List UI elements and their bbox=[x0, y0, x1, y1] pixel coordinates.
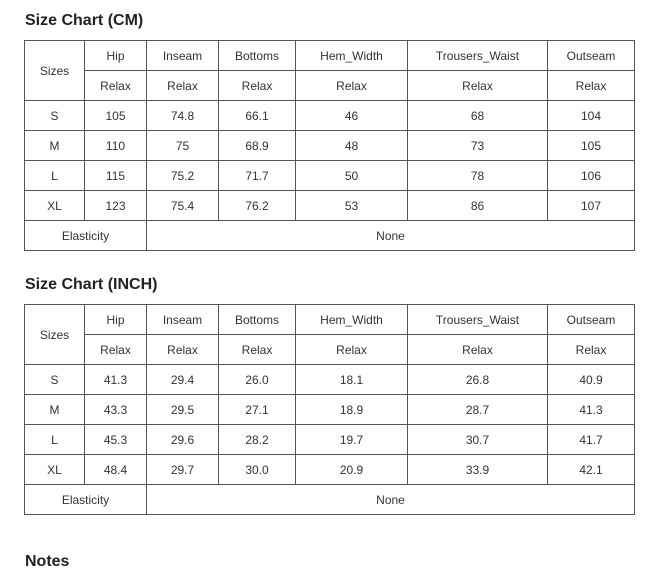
column-header-trousers-waist: Trousers_Waist bbox=[408, 41, 548, 71]
table-cell: 76.2 bbox=[219, 191, 296, 221]
table-cell: 68 bbox=[408, 101, 548, 131]
table-cell: 18.1 bbox=[296, 365, 408, 395]
size-chart-inch-title: Size Chart (INCH) bbox=[25, 276, 158, 293]
fit-cell: Relax bbox=[147, 335, 219, 365]
fit-row bbox=[25, 335, 635, 365]
table-cell: 78 bbox=[408, 161, 548, 191]
column-header-hip: Hip bbox=[85, 305, 147, 335]
size-cell: S bbox=[25, 101, 85, 131]
table-cell: 73 bbox=[408, 131, 548, 161]
table-cell: 107 bbox=[548, 191, 635, 221]
fit-cell: Relax bbox=[85, 71, 147, 101]
size-chart-cm-title: Size Chart (CM) bbox=[25, 12, 144, 29]
fit-cell: Relax bbox=[296, 71, 408, 101]
table-cell: 43.3 bbox=[85, 395, 147, 425]
table-cell: 30.0 bbox=[219, 455, 296, 485]
table-cell: 41.7 bbox=[548, 425, 635, 455]
elasticity-value: None bbox=[147, 485, 635, 515]
table-cell: 40.9 bbox=[548, 365, 635, 395]
table-cell: 75.2 bbox=[147, 161, 219, 191]
table-cell: 27.1 bbox=[219, 395, 296, 425]
table-cell: 28.2 bbox=[219, 425, 296, 455]
elasticity-label: Elasticity bbox=[25, 485, 147, 515]
column-header-trousers-waist: Trousers_Waist bbox=[408, 305, 548, 335]
size-cell: L bbox=[25, 161, 85, 191]
elasticity-value: None bbox=[147, 221, 635, 251]
table-cell: 115 bbox=[85, 161, 147, 191]
table-cell: 71.7 bbox=[219, 161, 296, 191]
table-cell: 29.4 bbox=[147, 365, 219, 395]
fit-cell: Relax bbox=[548, 71, 635, 101]
table-cell: 29.5 bbox=[147, 395, 219, 425]
fit-cell: Relax bbox=[408, 71, 548, 101]
table-cell: 48 bbox=[296, 131, 408, 161]
table-row bbox=[25, 455, 635, 485]
table-cell: 33.9 bbox=[408, 455, 548, 485]
column-header-hem-width: Hem_Width bbox=[296, 41, 408, 71]
size-cell: L bbox=[25, 425, 85, 455]
table-cell: 105 bbox=[85, 101, 147, 131]
fit-cell: Relax bbox=[219, 71, 296, 101]
table-row bbox=[25, 161, 635, 191]
table-cell: 106 bbox=[548, 161, 635, 191]
size-chart-inch-table bbox=[24, 304, 635, 515]
column-header-inseam: Inseam bbox=[147, 41, 219, 71]
table-cell: 41.3 bbox=[85, 365, 147, 395]
table-cell: 30.7 bbox=[408, 425, 548, 455]
table-cell: 18.9 bbox=[296, 395, 408, 425]
elasticity-row bbox=[25, 485, 635, 515]
column-header-bottoms: Bottoms bbox=[219, 41, 296, 71]
fit-cell: Relax bbox=[85, 335, 147, 365]
table-cell: 104 bbox=[548, 101, 635, 131]
table-cell: 53 bbox=[296, 191, 408, 221]
sizes-header: Sizes bbox=[25, 305, 85, 365]
table-row bbox=[25, 101, 635, 131]
size-chart-cm-table bbox=[24, 40, 635, 251]
table-cell: 41.3 bbox=[548, 395, 635, 425]
notes-title: Notes bbox=[25, 553, 70, 570]
table-cell: 45.3 bbox=[85, 425, 147, 455]
table-cell: 75 bbox=[147, 131, 219, 161]
fit-cell: Relax bbox=[296, 335, 408, 365]
table-row bbox=[25, 131, 635, 161]
column-header-outseam: Outseam bbox=[548, 41, 635, 71]
table-cell: 42.1 bbox=[548, 455, 635, 485]
table-row bbox=[25, 191, 635, 221]
table-cell: 86 bbox=[408, 191, 548, 221]
table-cell: 20.9 bbox=[296, 455, 408, 485]
table-cell: 110 bbox=[85, 131, 147, 161]
table-header-row bbox=[25, 305, 635, 335]
table-cell: 29.6 bbox=[147, 425, 219, 455]
fit-cell: Relax bbox=[408, 335, 548, 365]
table-cell: 26.8 bbox=[408, 365, 548, 395]
fit-cell: Relax bbox=[548, 335, 635, 365]
table-row bbox=[25, 425, 635, 455]
table-cell: 46 bbox=[296, 101, 408, 131]
column-header-inseam: Inseam bbox=[147, 305, 219, 335]
column-header-outseam: Outseam bbox=[548, 305, 635, 335]
table-cell: 123 bbox=[85, 191, 147, 221]
elasticity-row bbox=[25, 221, 635, 251]
table-cell: 48.4 bbox=[85, 455, 147, 485]
size-cell: XL bbox=[25, 191, 85, 221]
table-cell: 19.7 bbox=[296, 425, 408, 455]
table-cell: 68.9 bbox=[219, 131, 296, 161]
column-header-hip: Hip bbox=[85, 41, 147, 71]
table-cell: 26.0 bbox=[219, 365, 296, 395]
sizes-header: Sizes bbox=[25, 41, 85, 101]
table-cell: 74.8 bbox=[147, 101, 219, 131]
table-cell: 105 bbox=[548, 131, 635, 161]
table-cell: 50 bbox=[296, 161, 408, 191]
table-row bbox=[25, 395, 635, 425]
size-cell: M bbox=[25, 131, 85, 161]
table-row bbox=[25, 365, 635, 395]
table-cell: 28.7 bbox=[408, 395, 548, 425]
size-cell: XL bbox=[25, 455, 85, 485]
elasticity-label: Elasticity bbox=[25, 221, 147, 251]
fit-cell: Relax bbox=[147, 71, 219, 101]
table-cell: 75.4 bbox=[147, 191, 219, 221]
size-cell: S bbox=[25, 365, 85, 395]
size-cell: M bbox=[25, 395, 85, 425]
fit-row bbox=[25, 71, 635, 101]
table-cell: 66.1 bbox=[219, 101, 296, 131]
column-header-bottoms: Bottoms bbox=[219, 305, 296, 335]
column-header-hem-width: Hem_Width bbox=[296, 305, 408, 335]
fit-cell: Relax bbox=[219, 335, 296, 365]
table-header-row bbox=[25, 41, 635, 71]
table-cell: 29.7 bbox=[147, 455, 219, 485]
